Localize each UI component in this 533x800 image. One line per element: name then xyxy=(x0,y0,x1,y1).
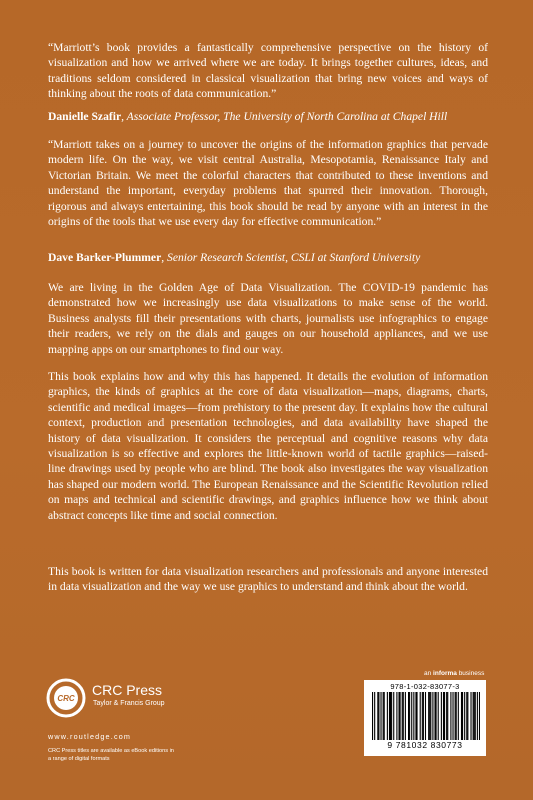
barcode-bar xyxy=(441,692,442,740)
isbn-label: 978-1-032-83077-3 xyxy=(390,682,460,691)
barcode-bar xyxy=(416,692,417,740)
barcode-bar xyxy=(477,692,478,740)
barcode-bar xyxy=(422,692,423,740)
quote-author: Dave Barker-Plummer xyxy=(48,251,162,264)
barcode-bar xyxy=(450,692,451,740)
barcode-bar xyxy=(443,692,444,740)
endorsement-quote-2 xyxy=(48,137,488,229)
barcode-bar xyxy=(436,692,437,740)
barcode-bar xyxy=(438,692,439,740)
crc-press-logo xyxy=(46,678,86,718)
barcode-bar xyxy=(432,692,433,740)
barcode-bar xyxy=(393,692,394,740)
barcode-bar xyxy=(455,692,456,740)
endorsement-attribution-2 xyxy=(48,250,488,265)
isbn-barcode xyxy=(364,680,486,756)
barcode-bar xyxy=(408,692,409,740)
barcode-bar xyxy=(377,692,378,740)
paragraph-text: This book explains how and why this has happened. It details the evolution of information graphics, the kinds of graphics at the core of data visualization—maps, diagrams, charts, scientific and medical images—from prehistory to the present day. It explains how the cultural context, production and presentation technologies, and data availability have shaped the history of data visualization. It considers the perceptual and cognitive reasons why data visualization is so effective and explores the little-known world of tactile graphics—raised-line drawings used by people who are blind. The book also investigates the way visualization has shaped our modern world. The European Renaissance and the Scientific Revolution relied on maps and technical and scientific drawings, and graphics influence how we think about abstract concepts like time and social connection. xyxy=(48,370,488,522)
barcode-bar xyxy=(390,692,391,740)
barcode-bar xyxy=(467,692,468,740)
barcode-bar xyxy=(456,692,457,740)
description-paragraph-1 xyxy=(48,280,488,357)
barcode-bar xyxy=(384,692,385,740)
endorsement-attribution-1 xyxy=(48,109,488,124)
paragraph-text: This book is written for data visualization researchers and professionals and anyone interested in data visualization and the way we use graphics to understand and think about the world. xyxy=(48,565,488,594)
barcode-bar xyxy=(409,692,410,740)
barcode-bar xyxy=(378,692,379,740)
barcode-bar xyxy=(400,692,401,740)
barcode-bar xyxy=(473,692,474,740)
barcode-bar xyxy=(464,692,465,740)
barcode-bar xyxy=(420,692,421,740)
barcode-bar xyxy=(446,692,447,740)
quote-author-role: , Associate Professor, The University of North Carolina at Chapel Hill xyxy=(121,110,448,123)
publisher-name: CRC Press xyxy=(92,682,163,698)
barcode-bars xyxy=(372,692,480,740)
barcode-bar xyxy=(462,692,463,740)
barcode-bar xyxy=(428,692,429,740)
informa-suffix: business xyxy=(456,670,485,677)
barcode-bar xyxy=(430,692,431,740)
barcode-bar xyxy=(479,692,480,740)
quote-text: “Marriott takes on a journey to uncover the origins of the information graphics that pervade modern life. On the way, we visit central Australia, Mesopotamia, Renaissance Italy and Victorian Britain. We meet the colorful characters that contributed to these inventions and understand the important, everyday problems that spurred their innovation. Thorough, rigorous and always entertaining, this book should be read by anyone with an interest in the origins of the tools that we use every day for effective communication.” xyxy=(48,138,488,229)
barcode-number: 9 781032 830773 xyxy=(387,740,463,750)
barcode-bar xyxy=(466,692,467,740)
publisher-group: Taylor & Francis Group xyxy=(93,700,165,707)
barcode-bar xyxy=(403,692,404,740)
barcode-bar xyxy=(402,692,403,740)
quote-text: “Marriott’s book provides a fantastically comprehensive perspective on the history of visualization and how we arrived where we are today. It brings together cultures, ideas, and traditions seldom considered in classical visualization that bring new voices and ways of thinking about the roots of data communication.” xyxy=(48,41,488,101)
publisher-website: www.routledge.com xyxy=(48,732,132,741)
barcode-bar xyxy=(425,692,426,740)
logo-text: CRC xyxy=(57,694,75,703)
barcode-bar xyxy=(405,692,406,740)
barcode-bar xyxy=(391,692,392,740)
barcode-bar xyxy=(374,692,375,740)
informa-business-tag xyxy=(424,670,484,677)
barcode-bar xyxy=(372,692,373,740)
barcode-bar xyxy=(452,692,453,740)
barcode-bar xyxy=(413,692,414,740)
barcode-bar xyxy=(458,692,459,740)
endorsement-quote-1 xyxy=(48,40,488,102)
barcode-bar xyxy=(447,692,448,740)
informa-prefix: an xyxy=(424,670,434,677)
ebook-note: CRC Press titles are available as eBook editions in a range of digital formats xyxy=(48,748,174,762)
barcode-bar xyxy=(470,692,471,740)
quote-author: Danielle Szafir xyxy=(48,110,122,123)
description-paragraph-3 xyxy=(48,564,488,595)
barcode-bar xyxy=(383,692,384,740)
barcode-bar xyxy=(396,692,397,740)
barcode-bar xyxy=(389,692,390,740)
barcode-bar xyxy=(434,692,435,740)
quote-author-role: , Senior Research Scientist, CSLI at Stanford University xyxy=(161,251,421,264)
barcode-bar xyxy=(380,692,381,740)
description-paragraph-2 xyxy=(48,369,488,523)
barcode-bar xyxy=(461,692,462,740)
barcode-bar xyxy=(475,692,476,740)
barcode-bar xyxy=(444,692,445,740)
barcode-bar xyxy=(415,692,416,740)
paragraph-text: We are living in the Golden Age of Data Visualization. The COVID-19 pandemic has demonstrated how we increasingly use data visualizations to make sense of the world. Business analysts fill their presentations with charts, journalists use infographics to engage their readers, we rely on the dials and gauges on our household appliances, and we use mapping apps on our smartphones to find our way. xyxy=(48,281,488,356)
barcode-bar xyxy=(411,692,412,740)
informa-brand: informa xyxy=(433,670,457,677)
barcode-bar xyxy=(423,692,424,740)
barcode-bar xyxy=(429,692,430,740)
barcode-bar xyxy=(387,692,388,740)
barcode-bar xyxy=(398,692,399,740)
barcode-bar xyxy=(474,692,475,740)
